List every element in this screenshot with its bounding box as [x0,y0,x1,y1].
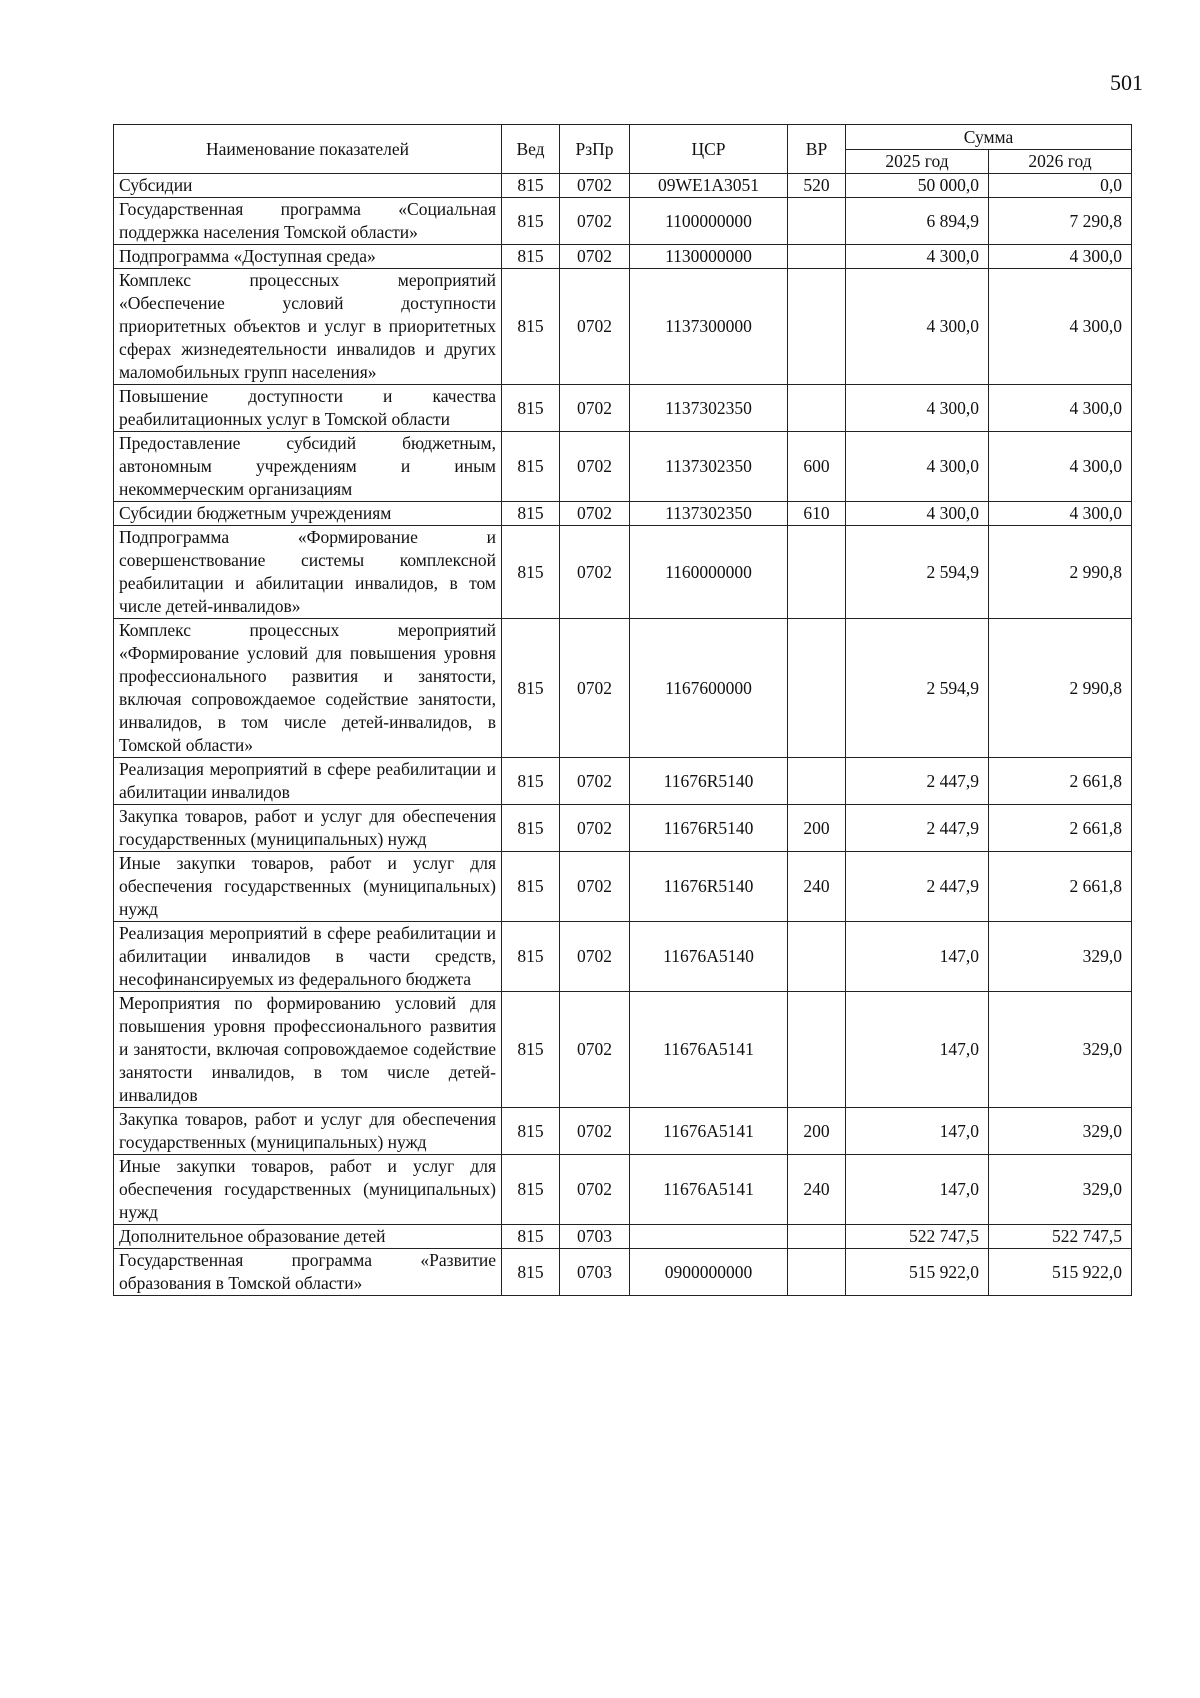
cell-sum-2026: 4 300,0 [989,502,1132,526]
cell-sum-2026: 0,0 [989,174,1132,198]
table-row [114,1249,1132,1296]
cell-vr [788,385,846,432]
cell-sum-2025: 2 447,9 [846,805,989,852]
table-row [114,245,1132,269]
cell-csr: 0900000000 [630,1249,788,1296]
table-row [114,992,1132,1108]
table-row [114,758,1132,805]
header-year-2025: 2025 год [846,149,989,174]
cell-ved: 815 [502,526,560,619]
header-vr: ВР [788,125,846,174]
table-row [114,502,1132,526]
table-row [114,619,1132,758]
cell-sum-2025: 4 300,0 [846,502,989,526]
cell-rzpr: 0702 [560,502,630,526]
table-row [114,805,1132,852]
cell-ved: 815 [502,174,560,198]
cell-rzpr: 0702 [560,922,630,992]
cell-csr: 1167600000 [630,619,788,758]
cell-sum-2025: 2 447,9 [846,758,989,805]
cell-sum-2026: 4 300,0 [989,385,1132,432]
cell-ved: 815 [502,758,560,805]
table-row [114,432,1132,502]
cell-csr: 11676A5141 [630,992,788,1108]
cell-ved: 815 [502,922,560,992]
cell-sum-2025: 2 594,9 [846,619,989,758]
cell-ved: 815 [502,1225,560,1249]
table-row [114,852,1132,922]
cell-csr: 1137302350 [630,502,788,526]
cell-name: Повышение доступности и качества реабилитационных услуг в Томской области [114,385,502,432]
cell-rzpr: 0702 [560,992,630,1108]
table-row [114,1225,1132,1249]
cell-sum-2025: 147,0 [846,1108,989,1155]
cell-sum-2026: 4 300,0 [989,432,1132,502]
cell-csr: 11676R5140 [630,852,788,922]
cell-vr [788,269,846,385]
cell-name: Комплекс процессных мероприятий «Формирование условий для повышения уровня профессионального развития и занятости, включая сопровождаемое содействие занятости, инвалидов, в том числе детей-инвалидов, в Томской области» [114,619,502,758]
cell-rzpr: 0703 [560,1249,630,1296]
cell-sum-2025: 4 300,0 [846,269,989,385]
table-header [114,125,1132,174]
cell-ved: 815 [502,1108,560,1155]
cell-vr [788,526,846,619]
cell-csr: 11676A5141 [630,1108,788,1155]
cell-name: Субсидии бюджетным учреждениям [114,502,502,526]
cell-rzpr: 0702 [560,1108,630,1155]
cell-rzpr: 0702 [560,269,630,385]
cell-rzpr: 0702 [560,526,630,619]
cell-sum-2025: 515 922,0 [846,1249,989,1296]
cell-csr: 1137302350 [630,432,788,502]
cell-rzpr: 0702 [560,619,630,758]
cell-name: Дополнительное образование детей [114,1225,502,1249]
cell-csr: 11676R5140 [630,805,788,852]
cell-rzpr: 0703 [560,1225,630,1249]
table-body [114,174,1132,1296]
cell-name: Государственная программа «Социальная поддержка населения Томской области» [114,198,502,245]
cell-sum-2025: 2 594,9 [846,526,989,619]
cell-ved: 815 [502,992,560,1108]
cell-rzpr: 0702 [560,198,630,245]
cell-vr: 600 [788,432,846,502]
cell-vr [788,1249,846,1296]
cell-sum-2025: 522 747,5 [846,1225,989,1249]
cell-name: Иные закупки товаров, работ и услуг для обеспечения государственных (муниципальных) нужд [114,852,502,922]
cell-vr [788,758,846,805]
cell-sum-2026: 2 661,8 [989,852,1132,922]
cell-vr: 240 [788,852,846,922]
cell-vr [788,992,846,1108]
header-sum: Сумма [846,125,1132,150]
cell-sum-2025: 6 894,9 [846,198,989,245]
cell-vr: 200 [788,805,846,852]
cell-ved: 815 [502,198,560,245]
cell-sum-2025: 147,0 [846,922,989,992]
cell-sum-2026: 2 990,8 [989,526,1132,619]
cell-sum-2025: 50 000,0 [846,174,989,198]
cell-sum-2026: 329,0 [989,992,1132,1108]
cell-sum-2026: 7 290,8 [989,198,1132,245]
header-name: Наименование показателей [114,125,502,174]
table-row [114,526,1132,619]
table-row [114,174,1132,198]
cell-csr: 1137302350 [630,385,788,432]
cell-name: Государственная программа «Развитие образования в Томской области» [114,1249,502,1296]
cell-vr [788,1225,846,1249]
cell-vr: 240 [788,1155,846,1225]
cell-sum-2026: 2 661,8 [989,805,1132,852]
cell-rzpr: 0702 [560,758,630,805]
table-row [114,922,1132,992]
cell-name: Иные закупки товаров, работ и услуг для обеспечения государственных (муниципальных) нужд [114,1155,502,1225]
cell-ved: 815 [502,1249,560,1296]
cell-vr: 200 [788,1108,846,1155]
budget-table [113,124,1132,1296]
cell-vr [788,198,846,245]
table-row [114,385,1132,432]
cell-name: Мероприятия по формированию условий для повышения уровня профессионального развития и занятости, включая сопровождаемое содействие занятости инвалидов, в том числе детей-инвалидов [114,992,502,1108]
cell-rzpr: 0702 [560,174,630,198]
cell-rzpr: 0702 [560,245,630,269]
cell-name: Комплекс процессных мероприятий «Обеспечение условий доступности приоритетных объектов и услуг в приоритетных сферах жизнедеятельности инвалидов и других маломобильных групп населения» [114,269,502,385]
cell-rzpr: 0702 [560,432,630,502]
cell-ved: 815 [502,1155,560,1225]
cell-sum-2026: 2 990,8 [989,619,1132,758]
cell-vr: 610 [788,502,846,526]
cell-name: Подпрограмма «Формирование и совершенствование системы комплексной реабилитации и абилитации инвалидов, в том числе детей-инвалидов» [114,526,502,619]
cell-ved: 815 [502,619,560,758]
cell-sum-2026: 2 661,8 [989,758,1132,805]
cell-csr: 11676A5141 [630,1155,788,1225]
cell-csr: 1137300000 [630,269,788,385]
cell-csr: 1160000000 [630,526,788,619]
cell-sum-2025: 147,0 [846,1155,989,1225]
cell-name: Реализация мероприятий в сфере реабилитации и абилитации инвалидов [114,758,502,805]
cell-sum-2026: 329,0 [989,922,1132,992]
cell-sum-2026: 329,0 [989,1108,1132,1155]
cell-csr: 1100000000 [630,198,788,245]
cell-sum-2026: 4 300,0 [989,245,1132,269]
cell-ved: 815 [502,852,560,922]
header-ved: Вед [502,125,560,174]
cell-sum-2026: 329,0 [989,1155,1132,1225]
cell-name: Подпрограмма «Доступная среда» [114,245,502,269]
header-rzpr: РзПр [560,125,630,174]
cell-name: Субсидии [114,174,502,198]
table-row [114,198,1132,245]
cell-ved: 815 [502,269,560,385]
cell-sum-2025: 147,0 [846,992,989,1108]
cell-name: Закупка товаров, работ и услуг для обеспечения государственных (муниципальных) нужд [114,805,502,852]
cell-csr: 11676R5140 [630,758,788,805]
cell-name: Предоставление субсидий бюджетным, автономным учреждениям и иным некоммерческим организациям [114,432,502,502]
cell-ved: 815 [502,245,560,269]
table-row [114,1155,1132,1225]
cell-rzpr: 0702 [560,385,630,432]
cell-csr: 1130000000 [630,245,788,269]
cell-csr: 11676A5140 [630,922,788,992]
cell-rzpr: 0702 [560,1155,630,1225]
cell-sum-2025: 4 300,0 [846,385,989,432]
cell-ved: 815 [502,805,560,852]
cell-ved: 815 [502,385,560,432]
cell-sum-2025: 4 300,0 [846,432,989,502]
table-row [114,269,1132,385]
cell-sum-2025: 2 447,9 [846,852,989,922]
cell-sum-2025: 4 300,0 [846,245,989,269]
cell-vr: 520 [788,174,846,198]
cell-csr: 09WE1A3051 [630,174,788,198]
page-number: 501 [1110,70,1143,95]
cell-name: Закупка товаров, работ и услуг для обеспечения государственных (муниципальных) нужд [114,1108,502,1155]
cell-sum-2026: 4 300,0 [989,269,1132,385]
cell-csr [630,1225,788,1249]
cell-rzpr: 0702 [560,805,630,852]
cell-sum-2026: 522 747,5 [989,1225,1132,1249]
cell-ved: 815 [502,502,560,526]
cell-vr [788,922,846,992]
cell-rzpr: 0702 [560,852,630,922]
cell-vr [788,245,846,269]
header-year-2026: 2026 год [989,149,1132,174]
cell-ved: 815 [502,432,560,502]
cell-vr [788,619,846,758]
header-csr: ЦСР [630,125,788,174]
cell-sum-2026: 515 922,0 [989,1249,1132,1296]
cell-name: Реализация мероприятий в сфере реабилитации и абилитации инвалидов в части средств, несофинансируемых из федерального бюджета [114,922,502,992]
table-row [114,1108,1132,1155]
